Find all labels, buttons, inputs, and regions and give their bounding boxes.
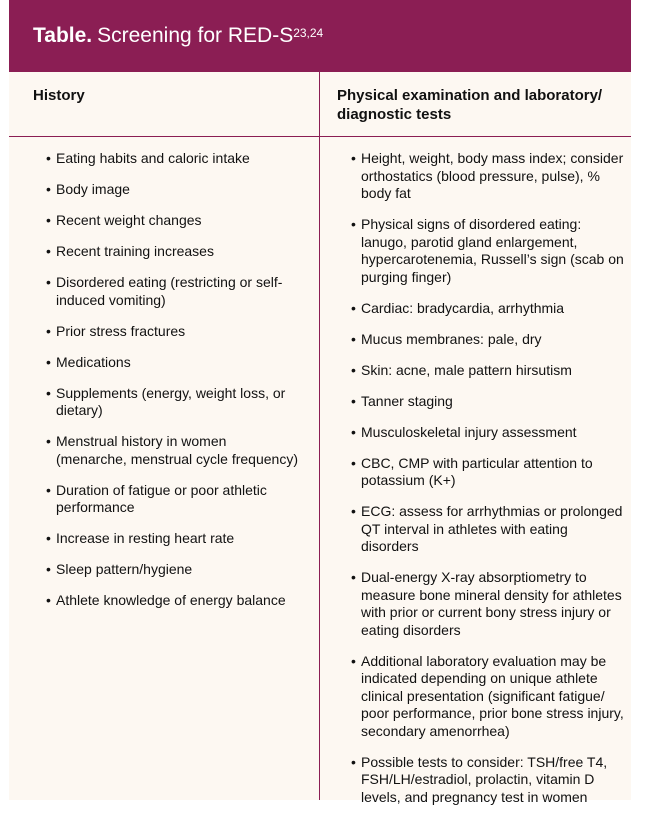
physical-list-item: • Tanner staging: [351, 393, 626, 411]
history-list-item: • Disordered eating (restricting or self-induced vomiting): [46, 274, 301, 309]
physical-list: [351, 150, 626, 820]
physical-list-item: • Possible tests to consider: TSH/free T4, FSH/LH/estradiol, prolactin, vitamin D levels, and pregnancy test in women: [351, 754, 626, 807]
physical-list-item: • Musculoskeletal injury assessment: [351, 424, 626, 442]
history-list-item: • Eating habits and caloric intake: [46, 150, 301, 168]
physical-list-item: • ECG: assess for arrhythmias or prolonged QT interval in athletes with eating disorders: [351, 503, 626, 556]
physical-list-item: • Skin: acne, male pattern hirsutism: [351, 362, 626, 380]
physical-column-header: Physical examination and laboratory/ diagnostic tests: [337, 87, 603, 123]
history-list-item: • Menstrual history in women (menarche, menstrual cycle frequency): [46, 433, 301, 468]
column-divider: [319, 72, 320, 800]
table-title-prefix: Table.: [33, 24, 93, 47]
column-header-row: [9, 72, 631, 137]
history-list-item: • Recent weight changes: [46, 212, 301, 230]
table-title-refs: 23,24: [293, 26, 324, 40]
table-title-text: Screening for RED-S: [97, 24, 294, 47]
history-list-item: • Medications: [46, 354, 301, 372]
screening-table: [9, 0, 631, 805]
history-list: [46, 150, 301, 623]
history-list-item: • Supplements (energy, weight loss, or dietary): [46, 385, 301, 420]
physical-list-item: • Height, weight, body mass index; consider orthostatics (blood pressure, pulse), % body fat: [351, 150, 626, 203]
history-list-item: • Duration of fatigue or poor athletic performance: [46, 482, 301, 517]
history-list-item: • Body image: [46, 181, 301, 199]
physical-list-item: • CBC, CMP with particular attention to potassium (K+): [351, 455, 626, 490]
physical-list-item: • Mucus membranes: pale, dry: [351, 331, 626, 349]
physical-list-item: • Additional laboratory evaluation may be indicated depending on unique athlete clinical presentation (significant fatigue/ poor performance, prior bone stress injury, secondary amenorrhea): [351, 653, 626, 741]
history-list-item: • Prior stress fractures: [46, 323, 301, 341]
physical-list-item: • Dual-energy X-ray absorptiometry to measure bone mineral density for athletes with prior or current bony stress injury or eating disorders: [351, 569, 626, 639]
history-list-item: • Athlete knowledge of energy balance: [46, 592, 301, 610]
table-title: [9, 0, 631, 72]
physical-list-item: • Physical signs of disordered eating: lanugo, parotid gland enlargement, hypercarotenemia, Russell’s sign (scab on purging finger): [351, 216, 626, 286]
physical-list-item: • Cardiac: bradycardia, arrhythmia: [351, 300, 626, 318]
history-list-item: • Sleep pattern/hygiene: [46, 561, 301, 579]
history-list-item: • Recent training increases: [46, 243, 301, 261]
history-list-item: • Increase in resting heart rate: [46, 530, 301, 548]
history-column-header: History: [33, 87, 85, 104]
